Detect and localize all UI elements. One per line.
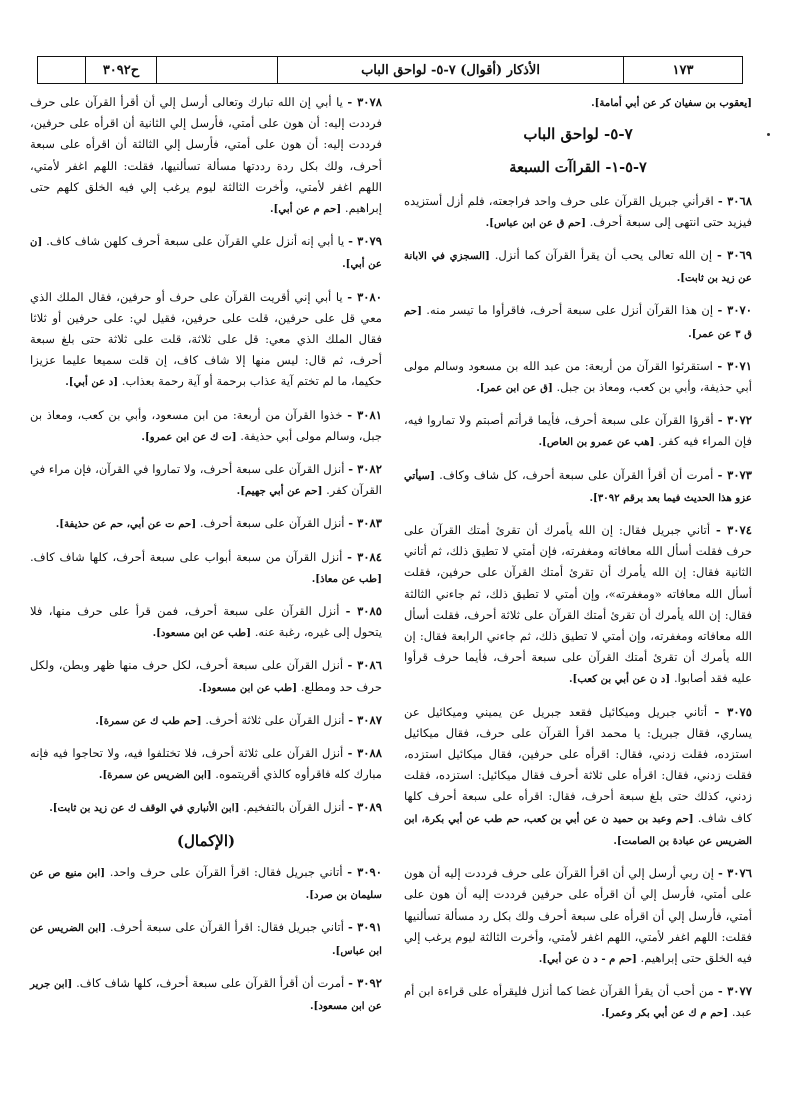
source-ref: [طب عن ابن مسعود]. — [152, 627, 252, 640]
hadith-entry — [404, 465, 752, 509]
header-spacer — [156, 57, 277, 83]
running-title: الأذكار (أقوال) ٧-٥- لواحق الباب — [277, 57, 623, 83]
hadith-entry — [30, 405, 382, 448]
hadith-text: أمرت أن أقرأ القرآن على سبعة أحرف، كلها شاف كاف. — [76, 975, 345, 990]
hadith-text: أمرت أن أقرأ القرآن على سبعة أحرف، كل شاف وكاف. — [439, 467, 714, 482]
hadith-entry — [30, 917, 382, 961]
hadith-number: ٣٠٧٢ - — [717, 413, 752, 428]
hadith-entry — [30, 459, 382, 502]
hadith-number: ٣٠٨٠ - — [347, 289, 382, 304]
hadith-text: يا أبي إني أقريت القرآن على حرف أو حرفين، فقال الملك الذي معي قل على حرفين، قلت على حرفين، فقيل لي: على حرفين أو ثلاثا فقال الملك الذي معي: قل على ثلاثة، قلت على ثلاثة حتى بلغ سبعة أحرف، ثم قال: ليس منها إلا شاف كاف، إن قلت سميعا عليما عزيزا حكيما، ما لم تختم آية عذاب برحمة أو آية رحمة بعذاب. — [30, 289, 382, 389]
hadith-number: ٣٠٧٨ - — [347, 95, 382, 109]
page-number: ١٧٣ — [623, 57, 742, 83]
hadith-text: إن هذا القرآن أنزل على سبعة أحرف، فاقرأوا ما تيسر منه. — [426, 303, 714, 318]
hadith-number: ٣٠٨١ - — [347, 407, 382, 422]
source-ref: [ت ك عن ابن عمرو]. — [141, 430, 237, 443]
hadith-text: أنزل القرآن من سبعة أبواب على سبعة أحرف، كلها شاف كاف. — [30, 549, 343, 564]
hadith-number: ٣٠٧٣ - — [717, 467, 753, 482]
hadith-text: يا أبي إنه أنزل علي القرآن على سبعة أحرف كلهن شاف كاف. — [46, 234, 345, 249]
source-ref: [حم ق ٣ عن عمر]. — [404, 305, 752, 340]
subsection-title: ٧-٥-١- القراآت السبعة — [509, 159, 647, 177]
hadith-entry — [404, 702, 752, 852]
hadith-entry — [30, 231, 382, 275]
page-header — [37, 56, 743, 84]
source-ref: [حم طب ك عن سمرة]. — [95, 714, 202, 727]
hadith-number: ٣٠٧٧ - — [717, 984, 752, 999]
hadith-number: ٣٠٨٩ - — [348, 800, 382, 815]
hadith-text: أنزل القرآن بالتفخيم. — [243, 800, 345, 815]
hadith-number: ٣٠٧١ - — [717, 358, 753, 373]
ikmal-heading: (الإكمال) — [176, 831, 236, 850]
source-ref: [يعقوب بن سفيان كر عن أبي أمامة]. — [591, 97, 752, 109]
hadith-text: يا أبي إن الله تبارك وتعالى أرسل إلي أن أقرأ القرآن على حرف فرددت إليه: أن هون على أمتي، فأرسل إلي الثانية أن اقرأه على حرفين، فرددت إليه: أن هون على أمتي، فأرسل إلي الثالثة أن اقرأه على سبعة أحرف، ولك بكل ردة رددتها مسألة تسألنيها، فقلت: اللهم اغفر لأمتي، اللهم اغفر لأمتي، وأخرت الثالثة ليوم يرغب إلي فيه الخلق كلهم حتى إبراهيم. — [30, 95, 382, 216]
hadith-number: ٣٠٦٨ - — [717, 193, 752, 208]
source-ref: [طب عن ابن مسعود]. — [198, 681, 298, 694]
hadith-text: أتاني جبريل فقال: إن الله يأمرك أن تقرئ أمتك القرآن على حرف فقلت أسأل الله معافاته ومغفرته، فإن أمتي لا تطيق ذلك، ثم أتاني الثانية فقال: إن الله يأمرك أن تقرئ أمتك القرآن على حرفين، فقلت أسأل الله معافاته «ومغفرته»، وإن أمتي لا تطيق ذلك، ثم جاءني الثالثة فقال: إن الله يأمرك أن تقرئ أمتك القرآن على ثلاثة أحرف، فقلت أسأل الله معافاته ومغفرته، وإن أمتي لا تطيق ذلك، ثم جاءني الرابعة فقال: إن الله يأمرك أن تقرئ أمتك القرآن على سبعة أحرف، فأيما حرف قرأوا عليه فقد أصابوا. — [404, 523, 752, 686]
hadith-entry — [30, 513, 382, 535]
hadith-text: أنزل القرآن على سبعة أحرف. — [199, 516, 345, 531]
ikmal-list — [30, 862, 382, 1017]
hadith-entry — [404, 356, 752, 399]
source-ref: [حم م عن أبي]. — [270, 203, 342, 216]
hadith-entry — [30, 862, 382, 906]
hadith-entry — [404, 191, 752, 234]
hadith-range: ح٣٠٩٢ — [85, 57, 156, 83]
hadith-text: خذوا القرآن من أربعة: من ابن مسعود، وأبي بن كعب، ومعاذ بن جبل، وسالم مولى أبي حذيفة. — [30, 407, 382, 443]
hadith-entry — [30, 797, 382, 819]
source-ref: [ابن الضريس عن سمرة]. — [98, 769, 212, 782]
hadith-number: ٣٠٦٩ - — [717, 248, 753, 263]
margin-dot — [767, 133, 770, 136]
hadith-entry — [30, 743, 382, 786]
source-ref: [ق عن ابن عمر]. — [476, 382, 553, 395]
hadith-number: ٣٠٧٠ - — [717, 303, 753, 318]
hadith-entry — [404, 981, 752, 1024]
hadith-entry — [30, 287, 382, 394]
hadith-number: ٣٠٧٤ - — [715, 523, 752, 538]
source-ref: [د ن عن أبي بن كعب]. — [568, 673, 671, 686]
right-column — [404, 92, 752, 1036]
hadith-number: ٣٠٧٩ - — [348, 234, 383, 249]
hadith-number: ٣٠٩١ - — [347, 920, 382, 935]
hadith-entry — [30, 710, 382, 732]
source-ref: [د عن أبي]. — [65, 376, 119, 389]
hadith-text: استقرئوا القرآن من أربعة: من عبد الله بن مسعود وسالم مولى أبي حذيفة، وأبي بن كعب، ومعاذ بن جبل. — [404, 358, 752, 395]
hadith-number: ٣٠٨٨ - — [347, 746, 382, 761]
source-ref: [حم عن أبي جهيم]. — [236, 485, 323, 498]
hadith-text: أنزل القرآن على سبعة أحرف، لكل حرف منها ظهر وبطن، ولكل حرف حد ومطلع. — [30, 658, 382, 694]
hadith-entry — [404, 245, 752, 289]
source-ref: [هب عن عمرو بن العاص]. — [538, 436, 655, 449]
source-ref: [حم م ك عن أبي بكر وعمر]. — [601, 1007, 729, 1020]
hadith-number: ٣٠٧٥ - — [714, 704, 753, 719]
hadith-text: أتاني جبريل وميكائيل فقعد جبريل عن يميني وميكائيل عن يساري، فقال جبريل: يا محمد اقرأ القرآن على حرف، فقال ميكائيل استزده، فقلت زدني، فقال: اقرأه على حرفين، فقال ميكائيل استزده، فقلت زدني، فقال: اقرأه على ثلاثة أحرف فقال ميكائيل: استزده، فقلت زدني، كذلك حتى بلغ سبعة أحرف، فقال: اقرأه على سبعة أحرف كلها كاف شاف. — [404, 704, 752, 825]
hadith-text: أنزل القرآن على ثلاثة أحرف، فلا تختلفوا فيه، ولا تحاجوا فيه فإنه مبارك كله فاقرأوه كالذي أقريتموه. — [30, 746, 382, 782]
hadith-entry — [30, 92, 382, 220]
source-ref: [ابن جرير عن ابن مسعود]. — [30, 977, 382, 1012]
hadith-text: أنزل القرآن على ثلاثة أحرف. — [205, 712, 345, 727]
hadith-text: من أحب أن يقرأ القرآن غضا كما أنزل فليقرأه على قراءة ابن أم عبد. — [404, 984, 752, 1020]
source-ref: [حم ق عن ابن عباس]. — [485, 216, 586, 229]
hadith-entry — [404, 520, 752, 691]
hadith-text: أنزل القرآن على سبعة أحرف، ولا تماروا في القرآن، فإن مراء في القرآن كفر. — [30, 462, 382, 498]
hadith-text: أتاني جبريل فقال: اقرأ القرآن على سبعة أحرف. — [109, 920, 344, 935]
hadith-entry — [404, 300, 752, 344]
source-ref: [ابن الضريس عن ابن عباس]. — [30, 922, 382, 957]
continued-reference — [404, 92, 752, 114]
hadith-number: ٣٠٨٣ - — [348, 516, 382, 531]
hadith-text: أقرؤا القرآن على سبعة أحرف، فأيما قرأتم أصبتم ولا تماروا فيه، فإن المراء فيه كفر. — [404, 413, 752, 449]
hadith-number: ٣٠٨٤ - — [347, 549, 383, 564]
hadith-list — [404, 191, 752, 1025]
hadith-entry — [30, 973, 382, 1017]
source-ref: [طب عن معاذ]. — [311, 572, 382, 585]
hadith-number: ٣٠٩٠ - — [347, 864, 383, 879]
left-column — [30, 92, 382, 1028]
hadith-entry — [404, 410, 752, 453]
hadith-text: إن الله تعالى يحب أن يقرأ القرآن كما أنزل. — [494, 248, 713, 263]
hadith-entry — [404, 863, 752, 970]
hadith-number: ٣٠٨٦ - — [347, 658, 382, 673]
hadith-list — [30, 92, 382, 820]
hadith-entry — [30, 601, 382, 644]
source-ref: [ن عن أبي]. — [30, 236, 382, 271]
hadith-entry — [30, 655, 382, 698]
source-ref: [حم وعبد بن حميد ن عن أبي بن كعب، حم طب عن أبي بكرة، ابن الضريس عن عبادة بن الصامت]. — [404, 812, 752, 847]
source-ref: [السجزي في الابانة عن زيد بن ثابت]. — [404, 250, 752, 285]
hadith-text: أتاني جبريل فقال: اقرأ القرآن على حرف واحد. — [109, 864, 343, 879]
hadith-text: أنزل القرآن على سبعة أحرف، فمن قرأ على حرف منها، فلا يتحول إلى غيره، رغبة عنه. — [30, 604, 382, 640]
hadith-number: ٣٠٨٧ - — [348, 712, 382, 727]
hadith-entry — [30, 547, 382, 590]
source-ref: [سيأتي عزو هذا الحديث فيما بعد برقم ٣٠٩٢]. — [404, 469, 752, 504]
section-title: ٧-٥- لواحق الباب — [523, 125, 633, 144]
hadith-number: ٣٠٨٥ - — [345, 604, 382, 619]
hadith-text: اقرأني جبريل القرآن على حرف واحد فراجعته، فلم أزل أستزيده فيزيد حتى انتهى إلى سبعة أحرف. — [404, 193, 752, 229]
source-ref: [ابن الأنباري في الوقف ك عن زيد بن ثابت]. — [49, 802, 240, 815]
source-ref: [حم ت عن أبي، حم عن حذيفة]. — [55, 518, 197, 531]
source-ref: [ابن منيع ص عن سليمان بن صرد]. — [30, 866, 382, 902]
source-ref: [حم م - د ن عن أبي]. — [538, 952, 637, 965]
hadith-number: ٣٠٨٢ - — [348, 462, 382, 477]
hadith-text: إن ربي أرسل إلي أن اقرأ القرآن على حرف فرددت إليه أن هون على أمتي، فأرسل إلي أن اقرأه على حرفين فرددت إليه أن هون على أمتي، فأرسل إلي أن اقرأه على سبعة أحرف ولك بكل رد مسألة تسألنيها فقلت: اللهم اغفر لأمتي، اللهم اغفر لأمتي، وأخرت الثالثة ليوم يرغب إلي فيه الخلق حتى إبراهيم. — [404, 866, 752, 965]
hadith-number: ٣٠٧٦ - — [717, 866, 752, 881]
header-edge — [38, 57, 85, 83]
hadith-number: ٣٠٩٢ - — [348, 975, 382, 990]
